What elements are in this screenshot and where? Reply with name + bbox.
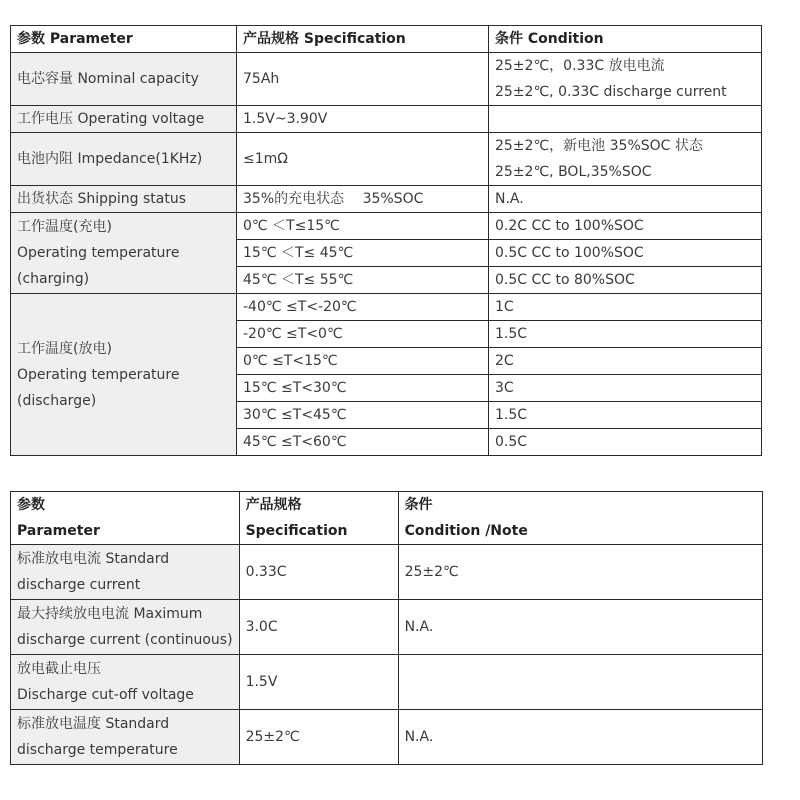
header-parameter [11, 492, 240, 545]
header-specification [239, 492, 398, 545]
spec-shipping-status: 35%的充电状态 35%SOC [237, 186, 489, 213]
param-line: 标准放电电流 Standard [17, 551, 170, 567]
spec-value: 0.33C [239, 545, 398, 600]
specifications-table [10, 25, 762, 456]
param-line: (charging) [17, 271, 90, 287]
spec-charging-range: 45℃ ＜T≤ 55℃ [237, 267, 489, 294]
table-row [11, 186, 762, 213]
cond-nominal-capacity [489, 53, 762, 106]
table-row [11, 655, 763, 710]
spec-discharge-range: -20℃ ≤T<0℃ [237, 321, 489, 348]
cond-discharge-rate: 3C [489, 375, 762, 402]
spec-discharge-range: 0℃ ≤T<15℃ [237, 348, 489, 375]
cond-discharge-rate: 1C [489, 294, 762, 321]
param-line: 最大持续放电电流 Maximum [17, 606, 203, 622]
spec-charging-range: 0℃ ＜T≤15℃ [237, 213, 489, 240]
header-condition [398, 492, 762, 545]
cond-discharge-rate: 1.5C [489, 402, 762, 429]
cond-impedance [489, 133, 762, 186]
param-line: Operating temperature [17, 245, 180, 261]
cond-discharge-rate: 2C [489, 348, 762, 375]
table-row [11, 213, 762, 240]
cond-charging-range: 0.5C CC to 100%SOC [489, 240, 762, 267]
spec-discharge-range: 30℃ ≤T<45℃ [237, 402, 489, 429]
cond-line: 25±2℃, BOL,35%SOC [495, 164, 652, 180]
spec-discharge-range: 15℃ ≤T<30℃ [237, 375, 489, 402]
param-charging-temperature [11, 213, 237, 294]
cond-charging-range: 0.2C CC to 100%SOC [489, 213, 762, 240]
param-shipping-status: 出货状态 Shipping status [11, 186, 237, 213]
param-max-discharge-current [11, 600, 240, 655]
spec-value: 1.5V [239, 655, 398, 710]
cond-line: 25±2℃, 0.33C discharge current [495, 84, 727, 100]
cond-value: N.A. [398, 600, 762, 655]
cond-charging-range: 0.5C CC to 80%SOC [489, 267, 762, 294]
param-line: 工作温度(充电) [17, 219, 112, 235]
spec-value: 3.0C [239, 600, 398, 655]
param-line: discharge temperature [17, 742, 178, 758]
header-line: 参数 [17, 497, 45, 513]
param-line: discharge current [17, 577, 141, 593]
table-row [11, 294, 762, 321]
table-header-row [11, 26, 762, 53]
cond-line: 25±2℃，新电池 35%SOC 状态 [495, 138, 703, 154]
header-parameter: 参数 Parameter [11, 26, 237, 53]
cond-value: 25±2℃ [398, 545, 762, 600]
spec-charging-range: 15℃ ＜T≤ 45℃ [237, 240, 489, 267]
param-line: 放电截止电压 [17, 661, 101, 677]
discharge-table [10, 491, 763, 765]
param-line: Operating temperature [17, 366, 180, 383]
cond-discharge-rate: 0.5C [489, 429, 762, 456]
param-discharge-temperature [11, 294, 237, 456]
cond-line: 25±2℃，0.33C 放电电流 [495, 58, 665, 74]
table-row [11, 106, 762, 133]
header-line: Specification [245, 523, 348, 539]
cond-discharge-rate: 1.5C [489, 321, 762, 348]
header-line: 条件 [404, 497, 433, 513]
param-impedance: 电池内阻 Impedance(1KHz) [11, 133, 237, 186]
cond-value: N.A. [398, 710, 762, 765]
param-nominal-capacity: 电芯容量 Nominal capacity [11, 53, 237, 106]
spec-discharge-range: -40℃ ≤T<-20℃ [237, 294, 489, 321]
param-line: Discharge cut-off voltage [17, 687, 194, 703]
header-line: 产品规格 [245, 497, 302, 513]
spec-discharge-range: 45℃ ≤T<60℃ [237, 429, 489, 456]
spec-impedance: ≤1mΩ [237, 133, 489, 186]
table-row [11, 133, 762, 186]
param-standard-discharge-temperature [11, 710, 240, 765]
param-standard-discharge-current [11, 545, 240, 600]
cond-operating-voltage [489, 106, 762, 133]
spec-operating-voltage: 1.5V~3.90V [237, 106, 489, 133]
header-line: Condition /Note [404, 523, 528, 539]
param-operating-voltage: 工作电压 Operating voltage [11, 106, 237, 133]
table-header-row [11, 492, 763, 545]
param-line: 标准放电温度 Standard [17, 716, 170, 732]
table-row [11, 600, 763, 655]
table-row [11, 545, 763, 600]
spec-nominal-capacity: 75Ah [237, 53, 489, 106]
param-line: (discharge) [17, 392, 97, 409]
header-specification: 产品规格 Specification [237, 26, 489, 53]
cond-value [398, 655, 762, 710]
param-line: 工作温度(放电) [17, 340, 112, 357]
spec-value: 25±2℃ [239, 710, 398, 765]
table-row [11, 710, 763, 765]
header-line: Parameter [17, 523, 100, 539]
header-condition: 条件 Condition [489, 26, 762, 53]
param-line: discharge current (continuous) [17, 632, 233, 648]
cond-shipping-status: N.A. [489, 186, 762, 213]
param-discharge-cutoff-voltage [11, 655, 240, 710]
table-row [11, 53, 762, 106]
